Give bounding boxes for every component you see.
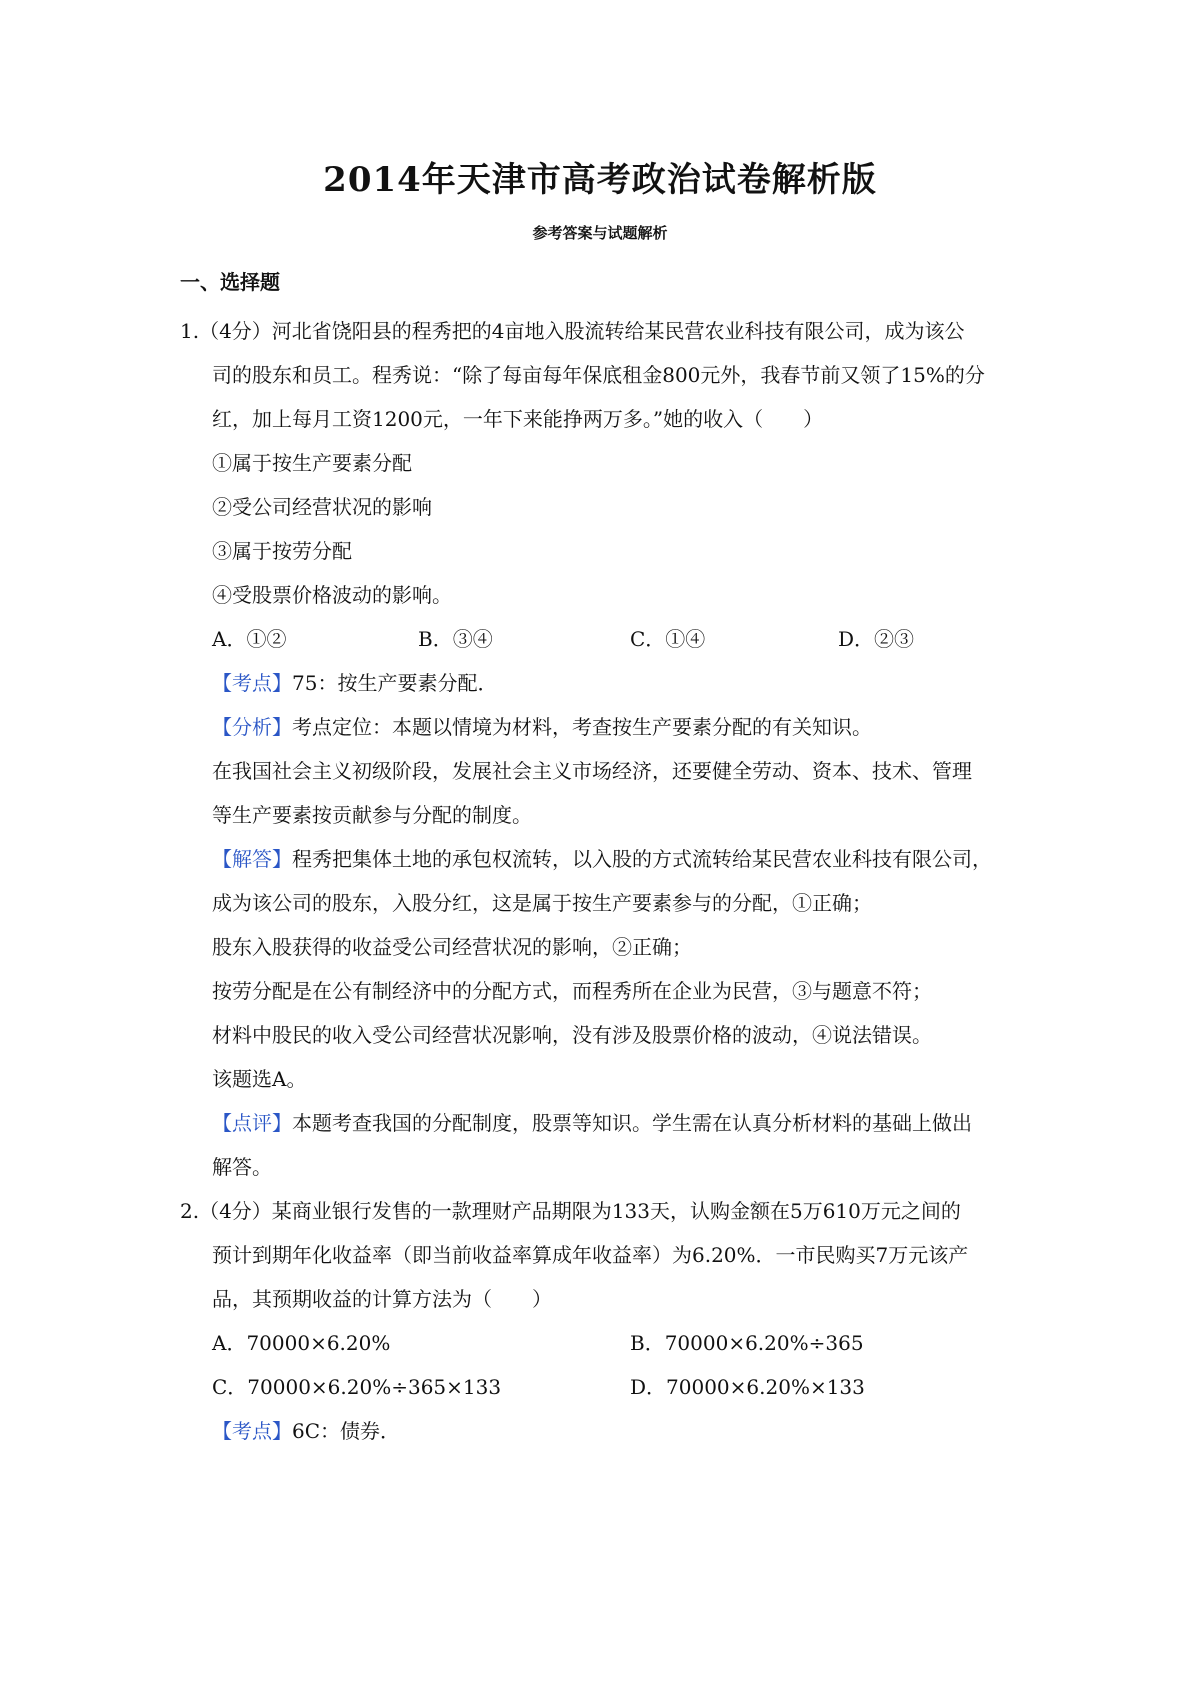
q2-option-c: C．70000×6.20%÷365×133 [212, 1375, 502, 1399]
q1-fenxi-line-3: 等生产要素按贡献参与分配的制度。 [212, 803, 532, 827]
q1-option-a: A．①② [212, 627, 287, 651]
q2-stem-line-2: 预计到期年化收益率（即当前收益率算成年收益率）为6.20%．一市民购买7万元该产 [212, 1243, 969, 1267]
q1-statement-1: ①属于按生产要素分配 [212, 451, 412, 475]
kaodian-text: 6C：债券． [292, 1419, 401, 1443]
kaodian-tag: 【考点】 [212, 671, 292, 695]
fenxi-text: 考点定位：本题以情境为材料，考查按生产要素分配的有关知识。 [292, 715, 872, 739]
q1-fenxi-line-2: 在我国社会主义初级阶段，发展社会主义市场经济，还要健全劳动、资本、技术、管理 [212, 759, 972, 783]
q1-jieda-line-5: 材料中股民的收入受公司经营状况影响，没有涉及股票价格的波动，④说法错误。 [212, 1023, 932, 1047]
kaodian-tag: 【考点】 [212, 1419, 292, 1443]
q2-kaodian [212, 1417, 400, 1445]
q1-jieda-line-2: 成为该公司的股东，入股分红，这是属于按生产要素参与的分配，①正确； [212, 891, 872, 915]
q1-statement-4: ④受股票价格波动的影响。 [212, 583, 452, 607]
jieda-text: 程秀把集体土地的承包权流转，以入股的方式流转给某民营农业科技有限公司， [292, 847, 992, 871]
q1-jieda-line-4: 按劳分配是在公有制经济中的分配方式，而程秀所在企业为民营，③与题意不符； [212, 979, 932, 1003]
q1-statement-3: ③属于按劳分配 [212, 539, 352, 563]
q2-option-a: A．70000×6.20% [212, 1331, 391, 1355]
q1-option-d: D．②③ [838, 627, 915, 651]
document-subtitle: 参考答案与试题解析 [532, 224, 668, 242]
q2-option-b: B．70000×6.20%÷365 [630, 1331, 864, 1355]
document-title: 2014年天津市高考政治试卷解析版 [323, 160, 877, 200]
q1-jieda [212, 845, 992, 873]
q1-fenxi [212, 713, 872, 741]
q1-stem-line-2: 司的股东和员工。程秀说：“除了每亩每年保底租金800元外，我春节前又领了15%的分 [212, 363, 985, 387]
q1-jieda-line-6: 该题选A。 [212, 1067, 307, 1091]
q1-option-c: C．①④ [630, 627, 706, 651]
section-heading: 一、选择题 [180, 270, 280, 294]
q2-option-d: D．70000×6.20%×133 [630, 1375, 865, 1399]
q1-kaodian [212, 669, 497, 697]
q1-jieda-line-3: 股东入股获得的收益受公司经营状况的影响，②正确； [212, 935, 692, 959]
q1-option-b: B．③④ [418, 627, 493, 651]
q1-statement-2: ②受公司经营状况的影响 [212, 495, 432, 519]
fenxi-tag: 【分析】 [212, 715, 292, 739]
q1-dianping [212, 1109, 972, 1137]
q2-stem-line-3: 品，其预期收益的计算方法为（ ） [212, 1287, 552, 1311]
q1-stem-line-3: 红，加上每月工资1200元，一年下来能挣两万多。”她的收入（ ） [212, 407, 824, 431]
q1-dianping-line-2: 解答。 [212, 1155, 272, 1179]
dianping-tag: 【点评】 [212, 1111, 292, 1135]
q1-stem-line-1: 1.（4分）河北省饶阳县的程秀把的4亩地入股流转给某民营农业科技有限公司，成为该公 [180, 319, 965, 343]
jieda-tag: 【解答】 [212, 847, 292, 871]
kaodian-text: 75：按生产要素分配． [292, 671, 498, 695]
dianping-text: 本题考查我国的分配制度，股票等知识。学生需在认真分析材料的基础上做出 [292, 1111, 972, 1135]
q2-stem-line-1: 2.（4分）某商业银行发售的一款理财产品期限为133天，认购金额在5万610万元之间的 [180, 1199, 961, 1223]
